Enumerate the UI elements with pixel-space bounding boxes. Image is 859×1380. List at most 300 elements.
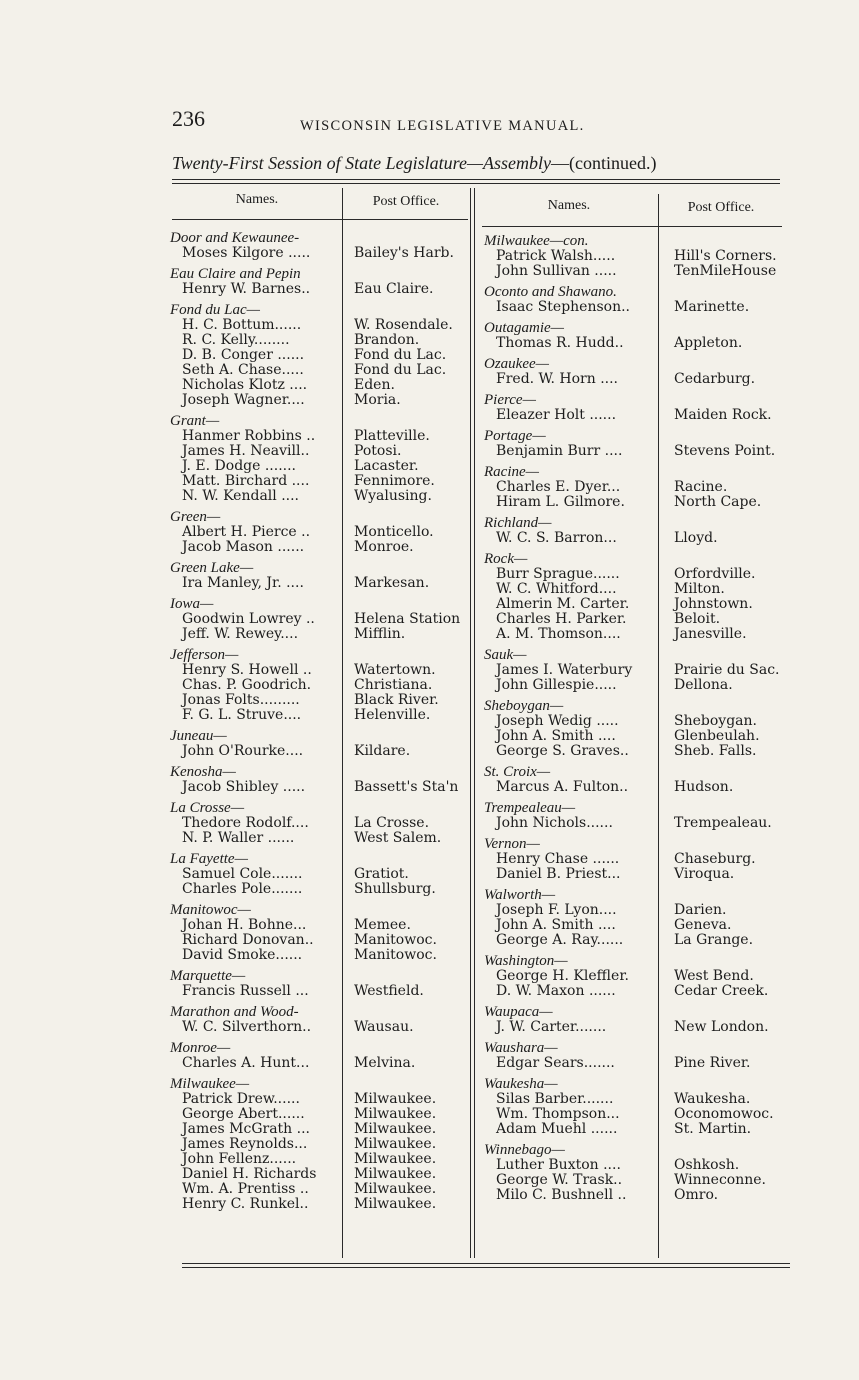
member-row	[170, 1092, 466, 1107]
subtitle-italic: Twenty-First Session of State Legislature—Assembly	[172, 153, 551, 173]
county-group	[170, 231, 466, 261]
county-heading: Jefferson—	[170, 647, 239, 663]
member-row	[170, 918, 466, 933]
member-row	[170, 933, 466, 948]
member-name: N. P. Waller ......	[182, 831, 295, 846]
member-row	[484, 780, 782, 795]
member-name: Jeff. W. Rewey....	[182, 627, 299, 642]
county-heading: Sheboygan—	[484, 698, 564, 714]
post-office: Platteville.	[354, 429, 430, 444]
county-heading: Waukesha—	[484, 1076, 558, 1092]
member-row	[484, 249, 782, 264]
post-office: Lloyd.	[674, 531, 718, 546]
county-heading: Rock—	[484, 551, 528, 567]
post-office: Oconomowoc.	[674, 1107, 774, 1122]
member-name: Marcus A. Fulton..	[496, 780, 629, 795]
top-rule-2	[172, 183, 780, 184]
county-group	[170, 1041, 466, 1071]
county-heading: Monroe—	[170, 1040, 231, 1056]
post-office: Janesville.	[674, 627, 747, 642]
post-office: Milwaukee.	[354, 1182, 437, 1197]
county-group	[484, 954, 782, 999]
post-office: Milwaukee.	[354, 1122, 437, 1137]
member-name: George H. Kleffler.	[496, 969, 629, 984]
county-heading: Washington—	[484, 953, 568, 969]
member-row	[170, 816, 466, 831]
member-row	[170, 678, 466, 693]
member-row	[170, 984, 466, 999]
member-row	[170, 318, 466, 333]
member-row	[484, 867, 782, 882]
county-group	[484, 837, 782, 882]
member-name: George Abert......	[182, 1107, 305, 1122]
county-group	[170, 969, 466, 999]
member-name: Silas Barber.......	[496, 1092, 614, 1107]
post-office: Fennimore.	[354, 474, 435, 489]
member-row	[484, 1020, 782, 1035]
member-row	[484, 1158, 782, 1173]
county-group	[170, 1005, 466, 1035]
member-name: Jonas Folts.........	[182, 693, 300, 708]
member-name: David Smoke......	[182, 948, 303, 963]
member-name: James McGrath ...	[182, 1122, 310, 1137]
post-office: Milwaukee.	[354, 1152, 437, 1167]
county-group	[170, 765, 466, 795]
member-row	[484, 1056, 782, 1071]
member-name: Fred. W. Horn ....	[496, 372, 618, 387]
county-heading: Ozaukee—	[484, 356, 549, 372]
member-row	[170, 246, 466, 261]
county-heading: Fond du Lac—	[170, 302, 260, 318]
member-row	[170, 948, 466, 963]
county-group	[484, 648, 782, 693]
county-group	[484, 1143, 782, 1203]
member-row	[170, 612, 466, 627]
post-office: Wausau.	[354, 1020, 414, 1035]
member-row	[170, 348, 466, 363]
county-heading: Eau Claire and Pepin	[170, 266, 301, 282]
member-name: James I. Waterbury	[496, 663, 633, 678]
member-row	[484, 264, 782, 279]
post-office: Orfordville.	[674, 567, 756, 582]
post-office: Milwaukee.	[354, 1107, 437, 1122]
member-row	[484, 480, 782, 495]
member-row	[484, 663, 782, 678]
member-name: R. C. Kelly........	[182, 333, 290, 348]
post-office: Prairie du Sac.	[674, 663, 780, 678]
county-group	[170, 852, 466, 897]
county-heading: Pierce—	[484, 392, 536, 408]
member-name: Isaac Stephenson..	[496, 300, 631, 315]
post-office: Dellona.	[674, 678, 733, 693]
member-name: George S. Graves..	[496, 744, 629, 759]
member-row	[170, 693, 466, 708]
member-row	[484, 1107, 782, 1122]
post-office: Oshkosh.	[674, 1158, 740, 1173]
member-name: Almerin M. Carter.	[496, 597, 630, 612]
county-group	[484, 801, 782, 831]
member-name: Charles E. Dyer...	[496, 480, 621, 495]
member-name: Joseph Wagner....	[182, 393, 305, 408]
member-row	[170, 474, 466, 489]
member-name: Thomas R. Hudd..	[496, 336, 624, 351]
header-post-office-right: Post Office.	[687, 200, 755, 215]
divider-center-a	[470, 188, 471, 1258]
page-number: 236	[172, 106, 205, 131]
member-row	[484, 1173, 782, 1188]
post-office: Lacaster.	[354, 459, 419, 474]
member-row	[484, 744, 782, 759]
county-group	[170, 267, 466, 297]
county-heading: Racine—	[484, 464, 539, 480]
county-heading: Sauk—	[484, 647, 527, 663]
member-name: Edgar Sears.......	[496, 1056, 615, 1071]
member-name: Hiram L. Gilmore.	[496, 495, 625, 510]
post-office: Potosi.	[354, 444, 402, 459]
member-name: Johan H. Bohne...	[182, 918, 307, 933]
post-office: Melvina.	[354, 1056, 416, 1071]
member-row	[484, 969, 782, 984]
member-name: J. E. Dodge .......	[182, 459, 297, 474]
member-name: Thedore Rodolf....	[182, 816, 309, 831]
member-row	[170, 1197, 466, 1212]
member-row	[484, 1122, 782, 1137]
member-name: John Gillespie.....	[496, 678, 617, 693]
county-group	[170, 597, 466, 642]
member-name: F. G. L. Struve....	[182, 708, 302, 723]
county-group	[484, 321, 782, 351]
county-group	[484, 465, 782, 510]
top-rule	[172, 179, 780, 180]
county-group	[484, 1077, 782, 1137]
header-names-right: Names.	[547, 198, 591, 213]
member-name: Jacob Mason ......	[182, 540, 305, 555]
member-row	[170, 1056, 466, 1071]
member-name: Wm. Thompson...	[496, 1107, 620, 1122]
county-heading: Waupaca—	[484, 1004, 553, 1020]
member-row	[170, 1020, 466, 1035]
member-name: Henry W. Barnes..	[182, 282, 311, 297]
member-name: Milo C. Bushnell ..	[496, 1188, 627, 1203]
member-row	[170, 831, 466, 846]
member-row	[484, 852, 782, 867]
member-name: Samuel Cole.......	[182, 867, 303, 882]
member-name: D. W. Maxon ......	[496, 984, 616, 999]
county-heading: Milwaukee—	[170, 1076, 250, 1092]
post-office: Memee.	[354, 918, 411, 933]
post-office: Monticello.	[354, 525, 434, 540]
post-office: St. Martin.	[674, 1122, 752, 1137]
member-row	[170, 1152, 466, 1167]
post-office: Wyalusing.	[354, 489, 432, 504]
post-office: Westfield.	[354, 984, 424, 999]
member-row	[484, 984, 782, 999]
post-office: La Grange.	[674, 933, 754, 948]
member-name: George A. Ray......	[496, 933, 624, 948]
post-office: Cedar Creek.	[674, 984, 769, 999]
county-group	[484, 357, 782, 387]
member-name: Matt. Birchard ....	[182, 474, 310, 489]
member-name: John Sullivan .....	[496, 264, 617, 279]
member-row	[170, 1167, 466, 1182]
member-name: Daniel H. Richards	[182, 1167, 317, 1182]
member-row	[170, 459, 466, 474]
member-row	[484, 903, 782, 918]
member-row	[170, 378, 466, 393]
member-row	[484, 444, 782, 459]
member-name: Joseph F. Lyon....	[496, 903, 617, 918]
post-office: Hill's Corners.	[674, 249, 777, 264]
member-name: James Reynolds...	[182, 1137, 308, 1152]
member-name: Patrick Drew......	[182, 1092, 300, 1107]
post-office: Appleton.	[674, 336, 743, 351]
member-row	[484, 714, 782, 729]
county-group	[170, 648, 466, 723]
member-row	[170, 663, 466, 678]
county-heading: Milwaukee—con.	[484, 233, 589, 249]
post-office: Racine.	[674, 480, 728, 495]
member-row	[484, 678, 782, 693]
county-group	[484, 888, 782, 948]
header-rule-left	[172, 219, 468, 220]
post-office: Marinette.	[674, 300, 750, 315]
post-office: Stevens Point.	[674, 444, 776, 459]
member-name: Ira Manley, Jr. ....	[182, 576, 304, 591]
member-row	[170, 627, 466, 642]
member-name: J. W. Carter.......	[496, 1020, 607, 1035]
member-row	[170, 429, 466, 444]
member-row	[170, 867, 466, 882]
post-office: Eden.	[354, 378, 395, 393]
member-row	[484, 336, 782, 351]
county-heading: Door and Kewaunee-	[170, 230, 300, 246]
county-heading: Manitowoc—	[170, 902, 251, 918]
post-office: Monroe.	[354, 540, 414, 555]
county-heading: Green Lake—	[170, 560, 254, 576]
manual-title: WISCONSIN LEGISLATIVE MANUAL.	[300, 118, 585, 134]
member-row	[170, 780, 466, 795]
post-office: Brandon.	[354, 333, 420, 348]
member-row	[484, 495, 782, 510]
post-office: Beloit.	[674, 612, 721, 627]
post-office: Winneconne.	[674, 1173, 766, 1188]
post-office: Johnstown.	[674, 597, 753, 612]
post-office: Fond du Lac.	[354, 348, 447, 363]
county-heading: Walworth—	[484, 887, 556, 903]
county-group	[170, 801, 466, 846]
post-office: Kildare.	[354, 744, 411, 759]
county-group	[484, 429, 782, 459]
member-name: W. C. Whitford....	[496, 582, 617, 597]
post-office: Maiden Rock.	[674, 408, 772, 423]
post-office: Sheb. Falls.	[674, 744, 757, 759]
post-office: Milwaukee.	[354, 1197, 437, 1212]
member-name: John Fellenz......	[182, 1152, 297, 1167]
member-name: Moses Kilgore .....	[182, 246, 311, 261]
post-office: Bassett's Sta'n	[354, 780, 459, 795]
post-office: Eau Claire.	[354, 282, 434, 297]
county-group	[484, 552, 782, 642]
county-group	[484, 393, 782, 423]
post-office: Pine River.	[674, 1056, 751, 1071]
header-names-left: Names.	[235, 192, 279, 207]
member-name: John Nichols......	[496, 816, 613, 831]
member-row	[484, 597, 782, 612]
post-office: Christiana.	[354, 678, 433, 693]
member-name: John O'Rourke....	[182, 744, 304, 759]
bottom-rule-2	[182, 1267, 790, 1268]
page-header	[172, 106, 780, 138]
county-group	[484, 1041, 782, 1071]
county-group	[484, 765, 782, 795]
county-heading: Kenosha—	[170, 764, 236, 780]
post-office: Sheboygan.	[674, 714, 757, 729]
county-group	[170, 729, 466, 759]
member-name: W. C. Silverthorn..	[182, 1020, 312, 1035]
member-name: Seth A. Chase.....	[182, 363, 304, 378]
member-row	[170, 882, 466, 897]
member-row	[170, 282, 466, 297]
county-heading: Iowa—	[170, 596, 214, 612]
member-row	[484, 729, 782, 744]
member-row	[170, 1137, 466, 1152]
post-office: Cedarburg.	[674, 372, 756, 387]
member-row	[170, 708, 466, 723]
member-row	[484, 531, 782, 546]
county-heading: La Fayette—	[170, 851, 248, 867]
member-row	[170, 1182, 466, 1197]
post-office: Chaseburg.	[674, 852, 756, 867]
county-group	[484, 699, 782, 759]
member-name: John A. Smith ....	[496, 729, 616, 744]
member-row	[484, 816, 782, 831]
member-row	[484, 408, 782, 423]
member-row	[170, 333, 466, 348]
member-row	[170, 489, 466, 504]
member-row	[484, 918, 782, 933]
member-name: Richard Donovan..	[182, 933, 314, 948]
county-heading: La Crosse—	[170, 800, 245, 816]
member-row	[170, 576, 466, 591]
member-name: Albert H. Pierce ..	[182, 525, 311, 540]
divider-center-b	[474, 188, 475, 1258]
county-group	[484, 1005, 782, 1035]
county-heading: St. Croix—	[484, 764, 551, 780]
post-office: West Bend.	[674, 969, 754, 984]
post-office: Mifflin.	[354, 627, 406, 642]
member-row	[170, 540, 466, 555]
post-office: TenMileHouse	[674, 264, 777, 279]
post-office: Glenbeulah.	[674, 729, 760, 744]
member-name: Henry Chase ......	[496, 852, 620, 867]
member-name: Burr Sprague......	[496, 567, 620, 582]
subtitle-continued: —(continued.)	[550, 153, 657, 173]
county-group	[170, 510, 466, 555]
member-row	[170, 1107, 466, 1122]
member-name: Nicholas Klotz ....	[182, 378, 308, 393]
county-heading: Winnebago—	[484, 1142, 565, 1158]
post-office: Milwaukee.	[354, 1137, 437, 1152]
post-office: Helenville.	[354, 708, 431, 723]
post-office: Hudson.	[674, 780, 734, 795]
member-row	[170, 444, 466, 459]
post-office: Milwaukee.	[354, 1092, 437, 1107]
post-office: Bailey's Harb.	[354, 246, 454, 261]
county-group	[484, 516, 782, 546]
county-heading: Oconto and Shawano.	[484, 284, 617, 300]
member-name: Charles Pole.......	[182, 882, 303, 897]
county-heading: Portage—	[484, 428, 546, 444]
member-name: Charles A. Hunt...	[182, 1056, 310, 1071]
county-heading: Outagamie—	[484, 320, 564, 336]
post-office: Viroqua.	[674, 867, 735, 882]
member-row	[484, 612, 782, 627]
post-office: Manitowoc.	[354, 948, 437, 963]
member-name: Goodwin Lowrey ..	[182, 612, 315, 627]
post-office: West Salem.	[354, 831, 442, 846]
member-name: Wm. A. Prentiss ..	[182, 1182, 309, 1197]
county-heading: Richland—	[484, 515, 552, 531]
county-group	[170, 303, 466, 408]
member-name: W. C. S. Barron...	[496, 531, 617, 546]
county-heading: Green—	[170, 509, 221, 525]
county-heading: Marathon and Wood-	[170, 1004, 299, 1020]
member-name: Daniel B. Priest...	[496, 867, 621, 882]
member-name: Francis Russell ...	[182, 984, 309, 999]
member-name: Adam Muehl ......	[496, 1122, 618, 1137]
member-name: Henry S. Howell ..	[182, 663, 312, 678]
post-office: Waukesha.	[674, 1092, 751, 1107]
post-office: Watertown.	[354, 663, 436, 678]
member-name: H. C. Bottum......	[182, 318, 302, 333]
post-office: Black River.	[354, 693, 439, 708]
member-name: Henry C. Runkel..	[182, 1197, 309, 1212]
post-office: Markesan.	[354, 576, 430, 591]
post-office: Fond du Lac.	[354, 363, 447, 378]
post-office: W. Rosendale.	[354, 318, 453, 333]
post-office: Darien.	[674, 903, 727, 918]
post-office: Geneva.	[674, 918, 732, 933]
post-office: Milwaukee.	[354, 1167, 437, 1182]
member-row	[170, 393, 466, 408]
member-name: Patrick Walsh.....	[496, 249, 616, 264]
member-row	[484, 1092, 782, 1107]
table-subtitle	[172, 153, 782, 174]
bottom-rule	[182, 1263, 790, 1264]
county-heading: Trempealeau—	[484, 800, 576, 816]
member-row	[170, 363, 466, 378]
post-office: New London.	[674, 1020, 769, 1035]
county-group	[170, 1077, 466, 1212]
member-row	[484, 582, 782, 597]
member-row	[170, 525, 466, 540]
member-name: A. M. Thomson....	[496, 627, 621, 642]
post-office: Gratiot.	[354, 867, 409, 882]
county-group	[170, 903, 466, 963]
post-office: Shullsburg.	[354, 882, 436, 897]
member-name: Jacob Shibley .....	[182, 780, 306, 795]
post-office: Manitowoc.	[354, 933, 437, 948]
post-office: Helena Station	[354, 612, 461, 627]
county-heading: Vernon—	[484, 836, 540, 852]
header-post-office-left: Post Office.	[372, 194, 440, 209]
post-office: Omro.	[674, 1188, 719, 1203]
post-office: Trempealeau.	[674, 816, 772, 831]
member-name: James H. Neavill..	[182, 444, 310, 459]
member-row	[170, 1122, 466, 1137]
post-office: La Crosse.	[354, 816, 430, 831]
member-name: Eleazer Holt ......	[496, 408, 617, 423]
